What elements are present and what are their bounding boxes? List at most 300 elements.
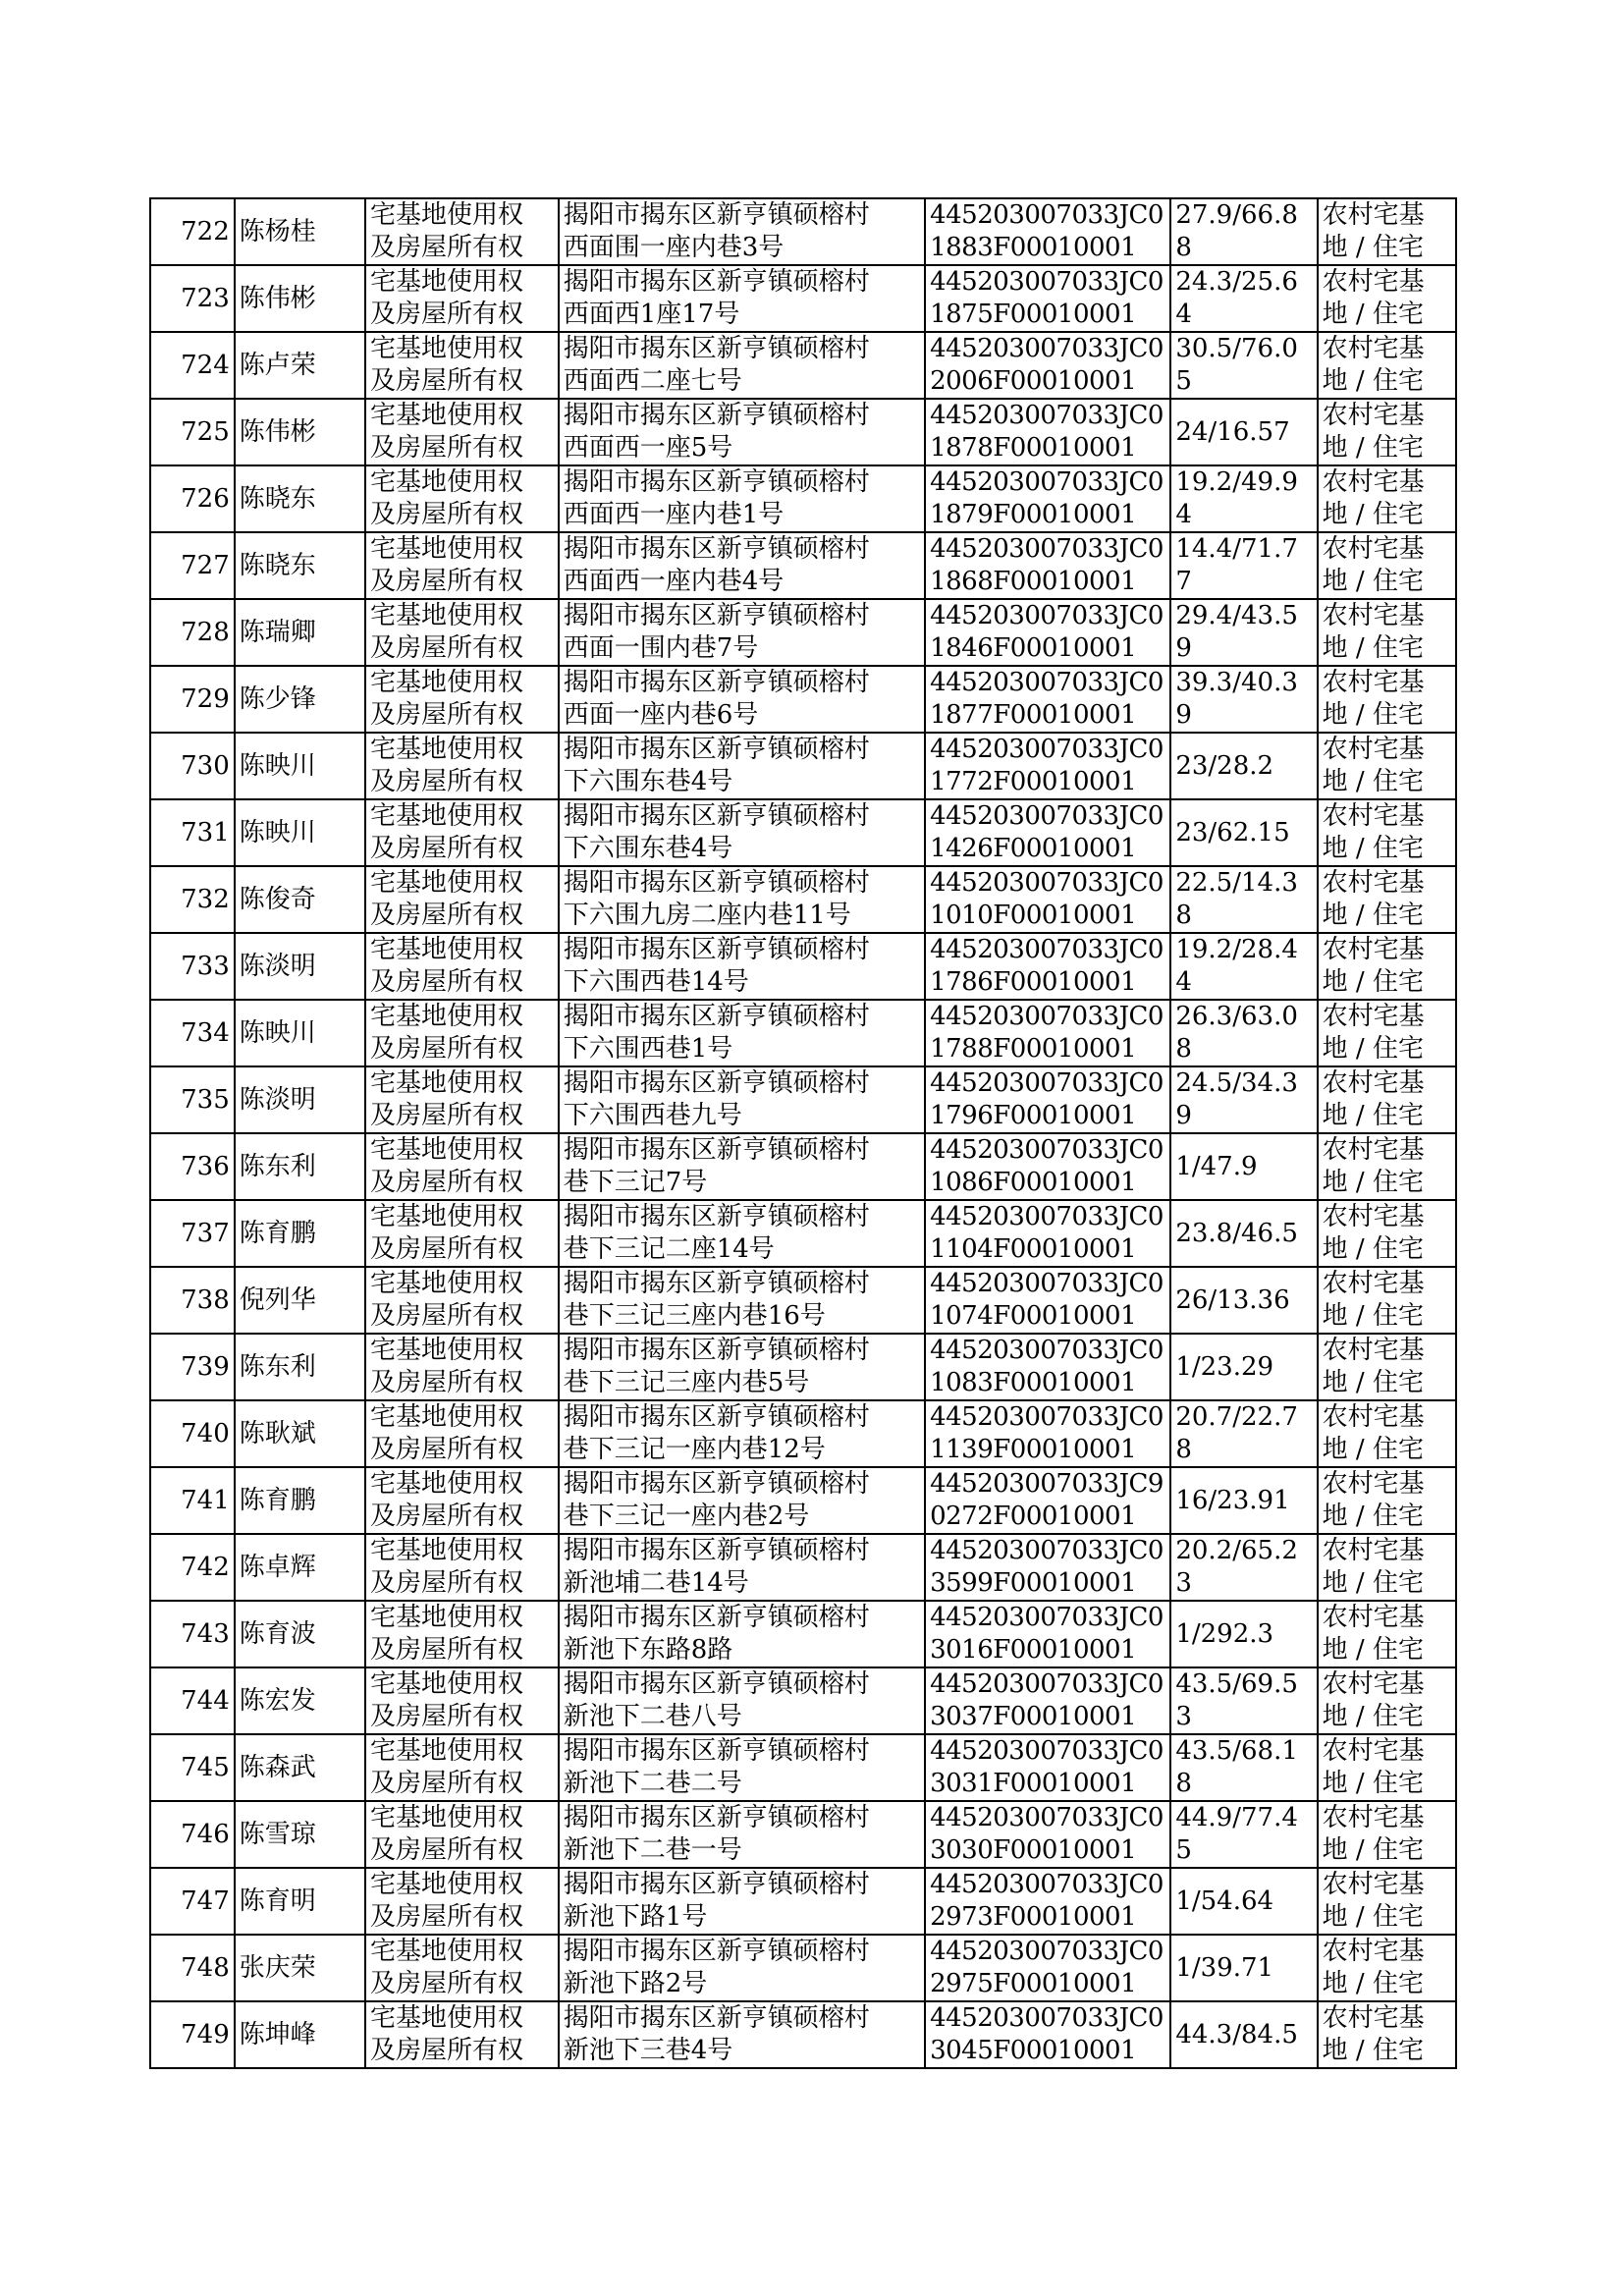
property-address-line: 揭阳市揭东区新亨镇硕榕村 — [563, 534, 870, 564]
property-address-line: 揭阳市揭东区新亨镇硕榕村 — [563, 401, 870, 430]
land-use — [1318, 1400, 1456, 1467]
land-use-line: 地 / 住宅 — [1322, 1835, 1424, 1865]
table-row — [150, 1935, 1456, 2001]
row-number: 740 — [150, 1400, 235, 1467]
right-type — [365, 733, 559, 799]
land-use-line: 农村宅基 — [1322, 1002, 1425, 1031]
right-type — [365, 399, 559, 465]
land-use-line: 农村宅基 — [1322, 735, 1425, 764]
land-use-line: 地 / 住宅 — [1322, 1301, 1424, 1331]
property-address-line: 揭阳市揭东区新亨镇硕榕村 — [563, 1269, 870, 1298]
area-value: 30.5/76.05 — [1170, 332, 1317, 399]
land-use — [1318, 1467, 1456, 1534]
row-number: 722 — [150, 198, 235, 265]
property-address-line: 揭阳市揭东区新亨镇硕榕村 — [563, 1135, 870, 1165]
land-use — [1318, 1200, 1456, 1267]
property-code: 445203007033JC01879F00010001 — [925, 465, 1170, 532]
property-code: 445203007033JC01772F00010001 — [925, 733, 1170, 799]
owner-name: 陈卓辉 — [235, 1534, 365, 1601]
row-number: 748 — [150, 1935, 235, 2001]
table-row — [150, 265, 1456, 332]
land-use-line: 农村宅基 — [1322, 267, 1425, 297]
row-number: 745 — [150, 1734, 235, 1801]
land-use-line: 农村宅基 — [1322, 601, 1425, 630]
table-row — [150, 1868, 1456, 1935]
area-value: 1/47.9 — [1170, 1133, 1317, 1200]
property-code: 445203007033JC01868F00010001 — [925, 532, 1170, 599]
right-type-line: 宅基地使用权 — [369, 401, 523, 430]
property-address-line: 新池下路2号 — [563, 1969, 708, 1998]
row-number: 729 — [150, 666, 235, 733]
right-type-line: 宅基地使用权 — [369, 1937, 523, 1966]
property-address-line: 巷下三记三座内巷16号 — [563, 1301, 826, 1331]
area-value: 23/62.15 — [1170, 799, 1317, 866]
land-use — [1318, 1133, 1456, 1200]
property-address-line: 下六围东巷4号 — [563, 767, 733, 796]
right-type-line: 宅基地使用权 — [369, 1402, 523, 1432]
right-type — [365, 933, 559, 1000]
land-use — [1318, 1066, 1456, 1133]
land-use-line: 农村宅基 — [1322, 668, 1425, 697]
area-value: 22.5/14.38 — [1170, 866, 1317, 933]
property-address-line: 揭阳市揭东区新亨镇硕榕村 — [563, 935, 870, 964]
right-type-line: 及房屋所有权 — [369, 1435, 523, 1464]
property-address — [559, 1801, 925, 1868]
area-value: 19.2/49.94 — [1170, 465, 1317, 532]
row-number: 732 — [150, 866, 235, 933]
property-address — [559, 1200, 925, 1267]
land-use-line: 地 / 住宅 — [1322, 1502, 1424, 1531]
property-address — [559, 666, 925, 733]
right-type-line: 及房屋所有权 — [369, 1835, 523, 1865]
right-type — [365, 465, 559, 532]
property-code: 445203007033JC02006F00010001 — [925, 332, 1170, 399]
owner-name: 陈耿斌 — [235, 1400, 365, 1467]
property-address-line: 揭阳市揭东区新亨镇硕榕村 — [563, 1803, 870, 1832]
property-address-line: 新池下二巷一号 — [563, 1835, 742, 1865]
right-type — [365, 599, 559, 666]
owner-name: 陈伟彬 — [235, 399, 365, 465]
land-use-line: 农村宅基 — [1322, 2003, 1425, 2033]
row-number: 727 — [150, 532, 235, 599]
land-use-line: 地 / 住宅 — [1322, 1368, 1424, 1397]
land-use-line: 农村宅基 — [1322, 1068, 1425, 1098]
land-use-line: 地 / 住宅 — [1322, 233, 1424, 262]
property-address-line: 巷下三记一座内巷2号 — [563, 1502, 810, 1531]
area-value: 39.3/40.39 — [1170, 666, 1317, 733]
land-use-line: 地 / 住宅 — [1322, 1635, 1424, 1665]
property-address — [559, 599, 925, 666]
land-use — [1318, 399, 1456, 465]
property-code: 445203007033JC03030F00010001 — [925, 1801, 1170, 1868]
owner-name: 陈晓东 — [235, 465, 365, 532]
area-value: 1/39.71 — [1170, 1935, 1317, 2001]
property-code: 445203007033JC01877F00010001 — [925, 666, 1170, 733]
property-address-line: 揭阳市揭东区新亨镇硕榕村 — [563, 1937, 870, 1966]
property-address-line: 揭阳市揭东区新亨镇硕榕村 — [563, 200, 870, 230]
right-type-line: 及房屋所有权 — [369, 1034, 523, 1064]
owner-name: 陈雪琼 — [235, 1801, 365, 1868]
registry-table-body — [150, 198, 1456, 2068]
property-address — [559, 1467, 925, 1534]
row-number: 733 — [150, 933, 235, 1000]
area-value: 24.3/25.64 — [1170, 265, 1317, 332]
land-use — [1318, 1734, 1456, 1801]
owner-name: 陈育波 — [235, 1601, 365, 1667]
land-use-line: 地 / 住宅 — [1322, 633, 1424, 663]
property-address-line: 揭阳市揭东区新亨镇硕榕村 — [563, 801, 870, 831]
area-value: 26.3/63.08 — [1170, 1000, 1317, 1066]
property-address — [559, 1667, 925, 1734]
property-address-line: 下六围西巷1号 — [563, 1034, 733, 1064]
property-code: 445203007033JC03031F00010001 — [925, 1734, 1170, 1801]
area-value: 27.9/66.88 — [1170, 198, 1317, 265]
owner-name: 陈东利 — [235, 1133, 365, 1200]
right-type — [365, 1467, 559, 1534]
right-type — [365, 1334, 559, 1400]
property-address — [559, 1400, 925, 1467]
property-code: 445203007033JC01083F00010001 — [925, 1334, 1170, 1400]
property-address-line: 西面西一座内巷4号 — [563, 567, 785, 596]
property-address-line: 揭阳市揭东区新亨镇硕榕村 — [563, 1669, 870, 1699]
property-code: 445203007033JC01426F00010001 — [925, 799, 1170, 866]
property-address-line: 西面一围内巷7号 — [563, 633, 759, 663]
row-number: 747 — [150, 1868, 235, 1935]
area-value: 23/28.2 — [1170, 733, 1317, 799]
row-number: 726 — [150, 465, 235, 532]
land-use-line: 地 / 住宅 — [1322, 300, 1424, 329]
property-code: 445203007033JC01074F00010001 — [925, 1267, 1170, 1334]
table-row — [150, 1066, 1456, 1133]
right-type-line: 宅基地使用权 — [369, 1336, 523, 1365]
right-type-line: 及房屋所有权 — [369, 567, 523, 596]
owner-name: 陈森武 — [235, 1734, 365, 1801]
property-address-line: 西面西二座七号 — [563, 366, 742, 396]
area-value: 14.4/71.77 — [1170, 532, 1317, 599]
table-row — [150, 1534, 1456, 1601]
land-use — [1318, 1534, 1456, 1601]
property-address-line: 揭阳市揭东区新亨镇硕榕村 — [563, 1002, 870, 1031]
right-type-line: 宅基地使用权 — [369, 534, 523, 564]
land-use-line: 地 / 住宅 — [1322, 1969, 1424, 1998]
right-type-line: 及房屋所有权 — [369, 967, 523, 997]
right-type-line: 宅基地使用权 — [369, 2003, 523, 2033]
table-row — [150, 399, 1456, 465]
table-row — [150, 1133, 1456, 1200]
land-use-line: 地 / 住宅 — [1322, 366, 1424, 396]
owner-name: 陈坤峰 — [235, 2001, 365, 2068]
land-use-line: 农村宅基 — [1322, 1803, 1425, 1832]
land-use — [1318, 1267, 1456, 1334]
property-address — [559, 1935, 925, 2001]
right-type — [365, 198, 559, 265]
property-address — [559, 866, 925, 933]
land-use-line: 农村宅基 — [1322, 801, 1425, 831]
owner-name: 张庆荣 — [235, 1935, 365, 2001]
right-type — [365, 1667, 559, 1734]
right-type-line: 宅基地使用权 — [369, 1002, 523, 1031]
row-number: 739 — [150, 1334, 235, 1400]
property-code: 445203007033JC01788F00010001 — [925, 1000, 1170, 1066]
right-type — [365, 1734, 559, 1801]
right-type-line: 及房屋所有权 — [369, 1301, 523, 1331]
table-row — [150, 1334, 1456, 1400]
right-type-line: 及房屋所有权 — [369, 233, 523, 262]
property-address — [559, 933, 925, 1000]
property-address-line: 揭阳市揭东区新亨镇硕榕村 — [563, 1736, 870, 1766]
right-type-line: 宅基地使用权 — [369, 1469, 523, 1499]
land-use-line: 农村宅基 — [1322, 1135, 1425, 1165]
table-row — [150, 1000, 1456, 1066]
row-number: 743 — [150, 1601, 235, 1667]
land-use-line: 地 / 住宅 — [1322, 767, 1424, 796]
owner-name: 陈伟彬 — [235, 265, 365, 332]
property-address-line: 新池下二巷二号 — [563, 1769, 742, 1798]
right-type — [365, 666, 559, 733]
right-type-line: 及房屋所有权 — [369, 834, 523, 863]
row-number: 735 — [150, 1066, 235, 1133]
right-type-line: 及房屋所有权 — [369, 500, 523, 529]
owner-name: 陈育鹏 — [235, 1467, 365, 1534]
owner-name: 陈育鹏 — [235, 1200, 365, 1267]
land-use-line: 地 / 住宅 — [1322, 1101, 1424, 1130]
right-type-line: 宅基地使用权 — [369, 935, 523, 964]
land-use-line: 地 / 住宅 — [1322, 433, 1424, 463]
owner-name: 陈东利 — [235, 1334, 365, 1400]
right-type-line: 及房屋所有权 — [369, 767, 523, 796]
property-address-line: 揭阳市揭东区新亨镇硕榕村 — [563, 1402, 870, 1432]
property-address — [559, 1334, 925, 1400]
table-row — [150, 799, 1456, 866]
land-use — [1318, 1000, 1456, 1066]
row-number: 731 — [150, 799, 235, 866]
table-row — [150, 2001, 1456, 2068]
owner-name: 陈映川 — [235, 799, 365, 866]
right-type — [365, 532, 559, 599]
land-use-line: 地 / 住宅 — [1322, 967, 1424, 997]
property-address — [559, 265, 925, 332]
land-use-line: 农村宅基 — [1322, 1336, 1425, 1365]
land-use — [1318, 198, 1456, 265]
owner-name: 陈卢荣 — [235, 332, 365, 399]
land-use-line: 地 / 住宅 — [1322, 700, 1424, 730]
property-address-line: 西面围一座内巷3号 — [563, 233, 785, 262]
right-type-line: 宅基地使用权 — [369, 267, 523, 297]
owner-name: 陈俊奇 — [235, 866, 365, 933]
land-use — [1318, 1601, 1456, 1667]
table-row — [150, 1734, 1456, 1801]
land-use — [1318, 799, 1456, 866]
owner-name: 陈杨桂 — [235, 198, 365, 265]
land-use-line: 农村宅基 — [1322, 1603, 1425, 1632]
property-address-line: 西面西一座内巷1号 — [563, 500, 785, 529]
land-use-line: 地 / 住宅 — [1322, 901, 1424, 930]
land-use — [1318, 866, 1456, 933]
right-type-line: 宅基地使用权 — [369, 1870, 523, 1899]
property-code: 445203007033JC01104F00010001 — [925, 1200, 1170, 1267]
area-value: 19.2/28.44 — [1170, 933, 1317, 1000]
property-address-line: 下六围东巷4号 — [563, 834, 733, 863]
row-number: 724 — [150, 332, 235, 399]
right-type — [365, 1000, 559, 1066]
land-use — [1318, 599, 1456, 666]
land-use-line: 农村宅基 — [1322, 1736, 1425, 1766]
table-row — [150, 198, 1456, 265]
property-address — [559, 1601, 925, 1667]
land-use-line: 农村宅基 — [1322, 467, 1425, 497]
property-address-line: 下六围九房二座内巷11号 — [563, 901, 851, 930]
right-type-line: 宅基地使用权 — [369, 801, 523, 831]
row-number: 723 — [150, 265, 235, 332]
row-number: 744 — [150, 1667, 235, 1734]
property-address-line: 揭阳市揭东区新亨镇硕榕村 — [563, 1068, 870, 1098]
right-type-line: 及房屋所有权 — [369, 300, 523, 329]
property-address — [559, 1133, 925, 1200]
land-use — [1318, 933, 1456, 1000]
property-address-line: 巷下三记二座14号 — [563, 1234, 775, 1264]
row-number: 730 — [150, 733, 235, 799]
right-type-line: 及房屋所有权 — [369, 1702, 523, 1731]
property-address-line: 揭阳市揭东区新亨镇硕榕村 — [563, 467, 870, 497]
property-address-line: 揭阳市揭东区新亨镇硕榕村 — [563, 1870, 870, 1899]
right-type — [365, 1200, 559, 1267]
property-address-line: 新池埔二巷14号 — [563, 1568, 749, 1598]
property-code: 445203007033JC01796F00010001 — [925, 1066, 1170, 1133]
right-type-line: 宅基地使用权 — [369, 1135, 523, 1165]
table-row — [150, 332, 1456, 399]
land-use-line: 农村宅基 — [1322, 1469, 1425, 1499]
land-use-line: 地 / 住宅 — [1322, 1702, 1424, 1731]
land-use — [1318, 532, 1456, 599]
property-address — [559, 198, 925, 265]
land-use-line: 地 / 住宅 — [1322, 1168, 1424, 1197]
property-code: 445203007033JC01846F00010001 — [925, 599, 1170, 666]
property-address-line: 新池下路1号 — [563, 1902, 708, 1932]
land-use-line: 农村宅基 — [1322, 935, 1425, 964]
row-number: 749 — [150, 2001, 235, 2068]
row-number: 736 — [150, 1133, 235, 1200]
owner-name: 陈映川 — [235, 1000, 365, 1066]
land-use-line: 农村宅基 — [1322, 1536, 1425, 1565]
area-value: 43.5/68.18 — [1170, 1734, 1317, 1801]
right-type-line: 及房屋所有权 — [369, 901, 523, 930]
table-row — [150, 933, 1456, 1000]
land-use-line: 地 / 住宅 — [1322, 1234, 1424, 1264]
table-row — [150, 599, 1456, 666]
area-value: 26/13.36 — [1170, 1267, 1317, 1334]
right-type-line: 宅基地使用权 — [369, 1068, 523, 1098]
property-address-line: 揭阳市揭东区新亨镇硕榕村 — [563, 334, 870, 363]
right-type — [365, 1066, 559, 1133]
land-use-line: 农村宅基 — [1322, 1202, 1425, 1231]
owner-name: 陈瑞卿 — [235, 599, 365, 666]
table-row — [150, 532, 1456, 599]
right-type-line: 及房屋所有权 — [369, 1568, 523, 1598]
right-type-line: 宅基地使用权 — [369, 1202, 523, 1231]
table-row — [150, 733, 1456, 799]
property-address-line: 新池下二巷八号 — [563, 1702, 742, 1731]
area-value: 23.8/46.5 — [1170, 1200, 1317, 1267]
right-type-line: 及房屋所有权 — [369, 1969, 523, 1998]
row-number: 741 — [150, 1467, 235, 1534]
right-type-line: 及房屋所有权 — [369, 1902, 523, 1932]
property-address-line: 揭阳市揭东区新亨镇硕榕村 — [563, 1603, 870, 1632]
right-type-line: 及房屋所有权 — [369, 700, 523, 730]
right-type-line: 宅基地使用权 — [369, 200, 523, 230]
land-use-line: 农村宅基 — [1322, 1937, 1425, 1966]
owner-name: 陈淡明 — [235, 933, 365, 1000]
property-address-line: 巷下三记一座内巷12号 — [563, 1435, 826, 1464]
property-address-line: 揭阳市揭东区新亨镇硕榕村 — [563, 601, 870, 630]
property-address-line: 新池下三巷4号 — [563, 2036, 733, 2065]
right-type-line: 及房屋所有权 — [369, 1769, 523, 1798]
property-address-line: 西面西一座5号 — [563, 433, 733, 463]
property-address-line: 巷下三记7号 — [563, 1168, 708, 1197]
land-use-line: 地 / 住宅 — [1322, 1769, 1424, 1798]
property-address-line: 揭阳市揭东区新亨镇硕榕村 — [563, 2003, 870, 2033]
right-type-line: 及房屋所有权 — [369, 433, 523, 463]
property-code: 445203007033JC01010F00010001 — [925, 866, 1170, 933]
land-use — [1318, 1801, 1456, 1868]
area-value: 1/292.3 — [1170, 1601, 1317, 1667]
property-code: 445203007033JC03037F00010001 — [925, 1667, 1170, 1734]
right-type — [365, 1133, 559, 1200]
property-code: 445203007033JC90272F00010001 — [925, 1467, 1170, 1534]
row-number: 725 — [150, 399, 235, 465]
property-address — [559, 1267, 925, 1334]
table-row — [150, 1601, 1456, 1667]
area-value: 44.9/77.45 — [1170, 1801, 1317, 1868]
right-type-line: 宅基地使用权 — [369, 735, 523, 764]
property-address-line: 巷下三记三座内巷5号 — [563, 1368, 810, 1397]
property-code: 445203007033JC02973F00010001 — [925, 1868, 1170, 1935]
table-row — [150, 866, 1456, 933]
property-address-line: 揭阳市揭东区新亨镇硕榕村 — [563, 735, 870, 764]
right-type-line: 宅基地使用权 — [369, 1669, 523, 1699]
right-type-line: 宅基地使用权 — [369, 601, 523, 630]
property-address — [559, 799, 925, 866]
right-type-line: 宅基地使用权 — [369, 868, 523, 898]
right-type-line: 及房屋所有权 — [369, 633, 523, 663]
property-code: 445203007033JC03045F00010001 — [925, 2001, 1170, 2068]
registry-table — [149, 197, 1457, 2069]
area-value: 1/54.64 — [1170, 1868, 1317, 1935]
right-type — [365, 2001, 559, 2068]
property-code: 445203007033JC03599F00010001 — [925, 1534, 1170, 1601]
property-address-line: 下六围西巷九号 — [563, 1101, 742, 1130]
table-row — [150, 1200, 1456, 1267]
right-type-line: 宅基地使用权 — [369, 1736, 523, 1766]
right-type-line: 宅基地使用权 — [369, 1536, 523, 1565]
right-type-line: 及房屋所有权 — [369, 1502, 523, 1531]
area-value: 44.3/84.5 — [1170, 2001, 1317, 2068]
right-type — [365, 1267, 559, 1334]
land-use-line: 地 / 住宅 — [1322, 2036, 1424, 2065]
land-use — [1318, 733, 1456, 799]
property-code: 445203007033JC01786F00010001 — [925, 933, 1170, 1000]
right-type-line: 及房屋所有权 — [369, 366, 523, 396]
owner-name: 陈育明 — [235, 1868, 365, 1935]
right-type — [365, 1868, 559, 1935]
area-value: 29.4/43.59 — [1170, 599, 1317, 666]
right-type-line: 及房屋所有权 — [369, 1368, 523, 1397]
owner-name: 陈淡明 — [235, 1066, 365, 1133]
land-use-line: 农村宅基 — [1322, 1269, 1425, 1298]
property-address — [559, 2001, 925, 2068]
right-type-line: 宅基地使用权 — [369, 668, 523, 697]
property-code: 445203007033JC01875F00010001 — [925, 265, 1170, 332]
property-address-line: 揭阳市揭东区新亨镇硕榕村 — [563, 1536, 870, 1565]
